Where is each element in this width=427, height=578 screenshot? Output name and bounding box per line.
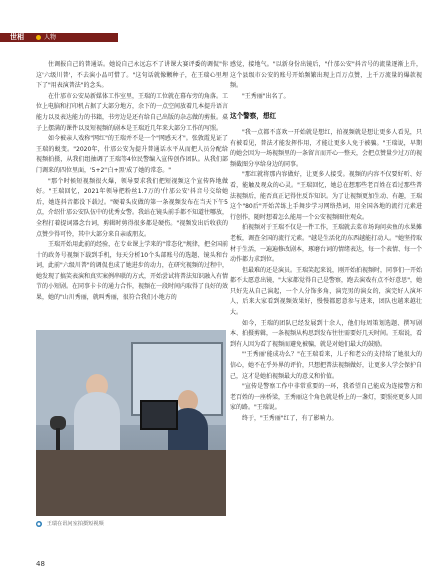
paragraph: 如今被亲人戏称"网红"的王瑞并不是一个"网感天才"。张敦霞见证了王瑞的蜕变。"2020年，什邡公安为提升普通话水平从而把人员分配给视频拍摄，从我们组抽调了王瑞等4位民警编入宣传创作团队。从我们部门调来的四位里面，'5+2''白+黑'成了她的常态。" [36, 135, 228, 174]
section-heading: 这个警察，想红 [230, 112, 277, 121]
page-header [0, 0, 427, 42]
paragraph: "王秀丽"出名了。 [242, 92, 290, 100]
paragraph: 终于，"王秀丽"红了，有了影响力。 [242, 415, 338, 422]
paragraph: "那个时候短视频很火爆，领导要求我们把短视频这个宣传阵地做好。"王瑞回忆，2021年领导把粉丝1.7万的'什邡公安'抖音号交给她后，她连抖音都没下载过。"硬着头皮做的第一条视频发布在当天下午5点，介绍什邡公安队伍中的优秀女警。我站在镜头前手都不知道往哪放，全程打着提词器念台词，剪辑时剪得很多都是硬伤。"视频发出后收获的点赞少得可怜，其中大部分来自亲戚朋友。 [36, 177, 229, 238]
paragraph: 但最难的还是演员。王瑞笑起来说，刚开始拍视频时，同事们一开始都不太愿意出镜，"大家都觉得自己是警察，跑去演戏有点不好意思"，她只好先从自己演起，一个人分饰多角，演完男的演女的，演完好人演坏人，后来大家看到视频效果好，慢慢都愿意参与进来，团队也越来越壮大。 [230, 266, 423, 317]
right-column [230, 60, 422, 425]
photo-caption [36, 520, 226, 528]
paragraph: "那红就将那内容做好，让更多人接受。视频的内容不仅要好听、好看，能触及观众的心灵。"王瑞回忆，她总在想那些老百姓在看过那些普法视频后，能否真正记得住反诈知识。为了让视频更加生动、有趣，王瑞这个"80后"开始苦练上手舞步学习网络热词，用全国各地的流行元素进行创作，随时想着怎么能用一个公安视频圈住观众。 [230, 171, 423, 221]
paragraph: "我一点都不喜欢一开始就是想红，拍视频就是想让更多人看见，只有被看见，普法才能发挥作用，才能让更多人免于被骗。"王瑞说，早期的她会因为一场视频里的一条留言而开心一整天，会把点赞量少过万的视频截图分享给身边的同事。 [230, 128, 423, 168]
paragraph: "'王秀丽'能成功么？"在王瑞看来，儿子和老公的支持给了她很大的信心，她不在乎外界的评价，只想把普法视频做好，让更多人学会保护自己，这才是她拍视频最大的意义和价值。 [230, 351, 423, 380]
paragraph: 王瑞开始用此前的经验，在专业课上学来的"常态化"规律，把全国前十的政务号视频下载到手机，每天分析10个头部账号的选题、镜头和台词，此前"六级川普"的调侃也成了她进步的动力，在研究视频的过程中，她发现了搞笑表演和真实案例串联的方式，开始尝试将普法知识融入有情节的小短剧。在同事卡卡的通力合作，视频在一段时间内取得了良好的效果，她的"山川秀丽，就叫秀丽，很符合我们小地方的 [36, 241, 229, 302]
paragraph: 在什邡市公安局新媒体工作室里，王瑞的工位就在幕布旁的角落。工位上电脑和打印机占据了大部分地方，余下的一点空间放着几本提升语言能力以及表达能力的书籍，书旁边是还有给自己出版的杂志做的剪报。桌子上摆满的课件以及短视频的剧本是王瑞近几年来大部分工作的写照。 [36, 92, 229, 132]
camera-icon: ● [37, 520, 41, 526]
section-subtitle: 人物 [44, 34, 57, 41]
paragraph: "宣传是警察工作中非常重要的一环，我希望自己能成为连接警方和老百姓的一座桥梁，王秀丽这个角色就是桥上的一盏灯，要照亮更多人回家的路。"王瑞说。 [230, 383, 423, 412]
article-photo [36, 330, 226, 516]
header-dot-icon [36, 35, 41, 40]
paragraph: 住调报自己的普通话。她说自己永远忘不了讲课大赛评委的调侃"你这'六级川普'，不去演小品可惜了。"这句话就像颗种子，在王瑞心里埋下了"用表演普法"的念头。 [36, 61, 228, 90]
paragraph: 如今，王瑞的团队已经发展到十余人，他们每周策划选题、撰写剧本、拍摄剪辑，一条视频从构思到发布往往需要好几天时间。王瑞说，看到有人因为看了视频而避免被骗，就是对她们最大的鼓励。 [230, 319, 423, 348]
left-column [36, 60, 228, 304]
caption-text: 王瑞在讯问室拍摄短视频 [46, 521, 104, 527]
page-number: 48 [36, 560, 45, 568]
paragraph: 感觉，接地气。"以新身份出镜后，"什邡公安"抖音号的流量逐渐上升，这个县级市公安的账号开始频繁出现上百万点赞，上千万流量的爆款视频。 [230, 61, 422, 90]
section-title: 世相 [10, 33, 24, 41]
paragraph: 拍视频对于王瑞不仅是一件工作，王瑞就去菜市场询问卖鱼的水果摊老板，调查全国的流行元素。"越是生活化的东西越能打动人。"她坚持取材于生活，一遍遍修改剧本，琢磨台词的情绪表达，每一个表情、每一个动作都力求到位。 [230, 224, 423, 264]
